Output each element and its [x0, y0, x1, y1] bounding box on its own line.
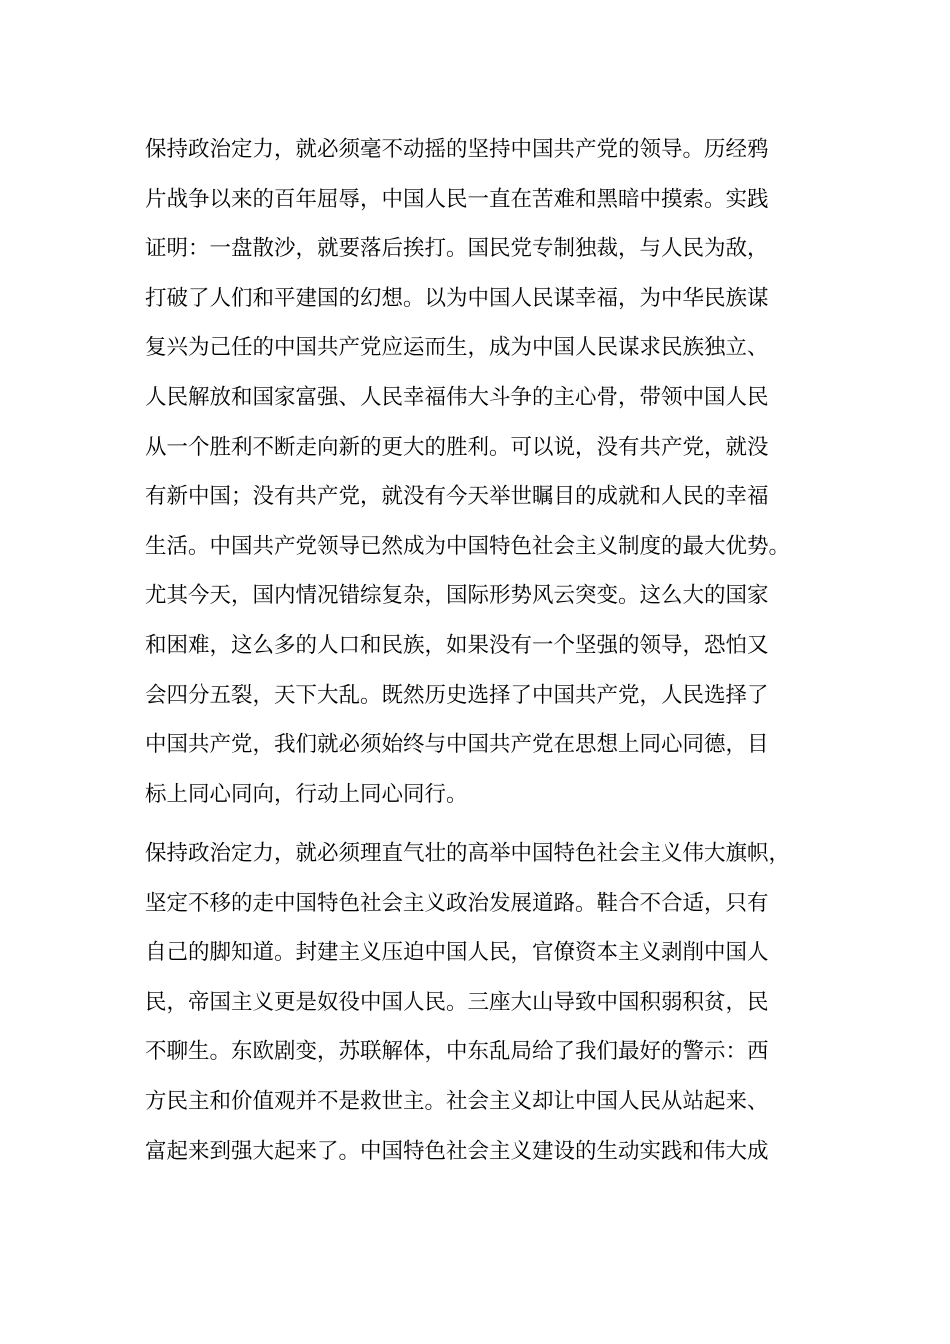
text-line: 和困难，这么多的人口和民族，如果没有一个坚强的领导，恐怕又 [145, 632, 769, 658]
text-line: 民，帝国主义更是奴役中国人民。三座大山导致中国积弱积贫，民 [145, 989, 769, 1015]
paragraph-1 [145, 130, 805, 824]
text-line: 人民解放和国家富强、人民幸福伟大斗争的主心骨，带领中国人民 [145, 384, 769, 410]
text-line: 富起来到强大起来了。中国特色社会主义建设的生动实践和伟大成 [145, 1138, 769, 1164]
text-line: 会四分五裂，天下大乱。既然历史选择了中国共产党，人民选择了 [145, 682, 769, 708]
text-line: 尤其今天，国内情况错综复杂，国际形势风云突变。这么大的国家 [145, 583, 769, 609]
text-line: 中国共产党，我们就必须始终与中国共产党在思想上同心同德，目 [145, 732, 769, 758]
text-line: 保持政治定力，就必须毫不动摇的坚持中国共产党的领导。历经鸦 [145, 137, 769, 162]
text-line: 方民主和价值观并不是救世主。社会主义却让中国人民从站起来、 [145, 1088, 769, 1114]
text-line: 打破了人们和平建国的幻想。以为中国人民谋幸福，为中华民族谋 [145, 285, 769, 311]
text-line: 生活。中国共产党领导已然成为中国特色社会主义制度的最大优势。 [145, 533, 791, 559]
paragraph-2 [145, 834, 805, 1181]
text-line: 证明：一盘散沙，就要落后挨打。国民党专制独裁，与人民为敌， [145, 236, 769, 262]
text-line: 不聊生。东欧剧变，苏联解体，中东乱局给了我们最好的警示：西 [145, 1039, 769, 1065]
text-line: 从一个胜利不断走向新的更大的胜利。可以说，没有共产党，就没 [145, 434, 769, 460]
text-line: 自己的脚知道。封建主义压迫中国人民，官僚资本主义剥削中国人 [145, 940, 769, 966]
text-line: 坚定不移的走中国特色社会主义政治发展道路。鞋合不合适，只有 [145, 890, 769, 916]
text-line: 片战争以来的百年屈辱，中国人民一直在苦难和黑暗中摸索。实践 [145, 186, 769, 212]
text-line: 标上同心同向，行动上同心同行。 [145, 781, 468, 807]
text-line: 保持政治定力，就必须理直气壮的高举中国特色社会主义伟大旗帜， [145, 841, 791, 866]
text-line: 复兴为己任的中国共产党应运而生，成为中国人民谋求民族独立、 [145, 335, 769, 361]
text-line: 有新中国；没有共产党，就没有今天举世瞩目的成就和人民的幸福 [145, 484, 769, 510]
